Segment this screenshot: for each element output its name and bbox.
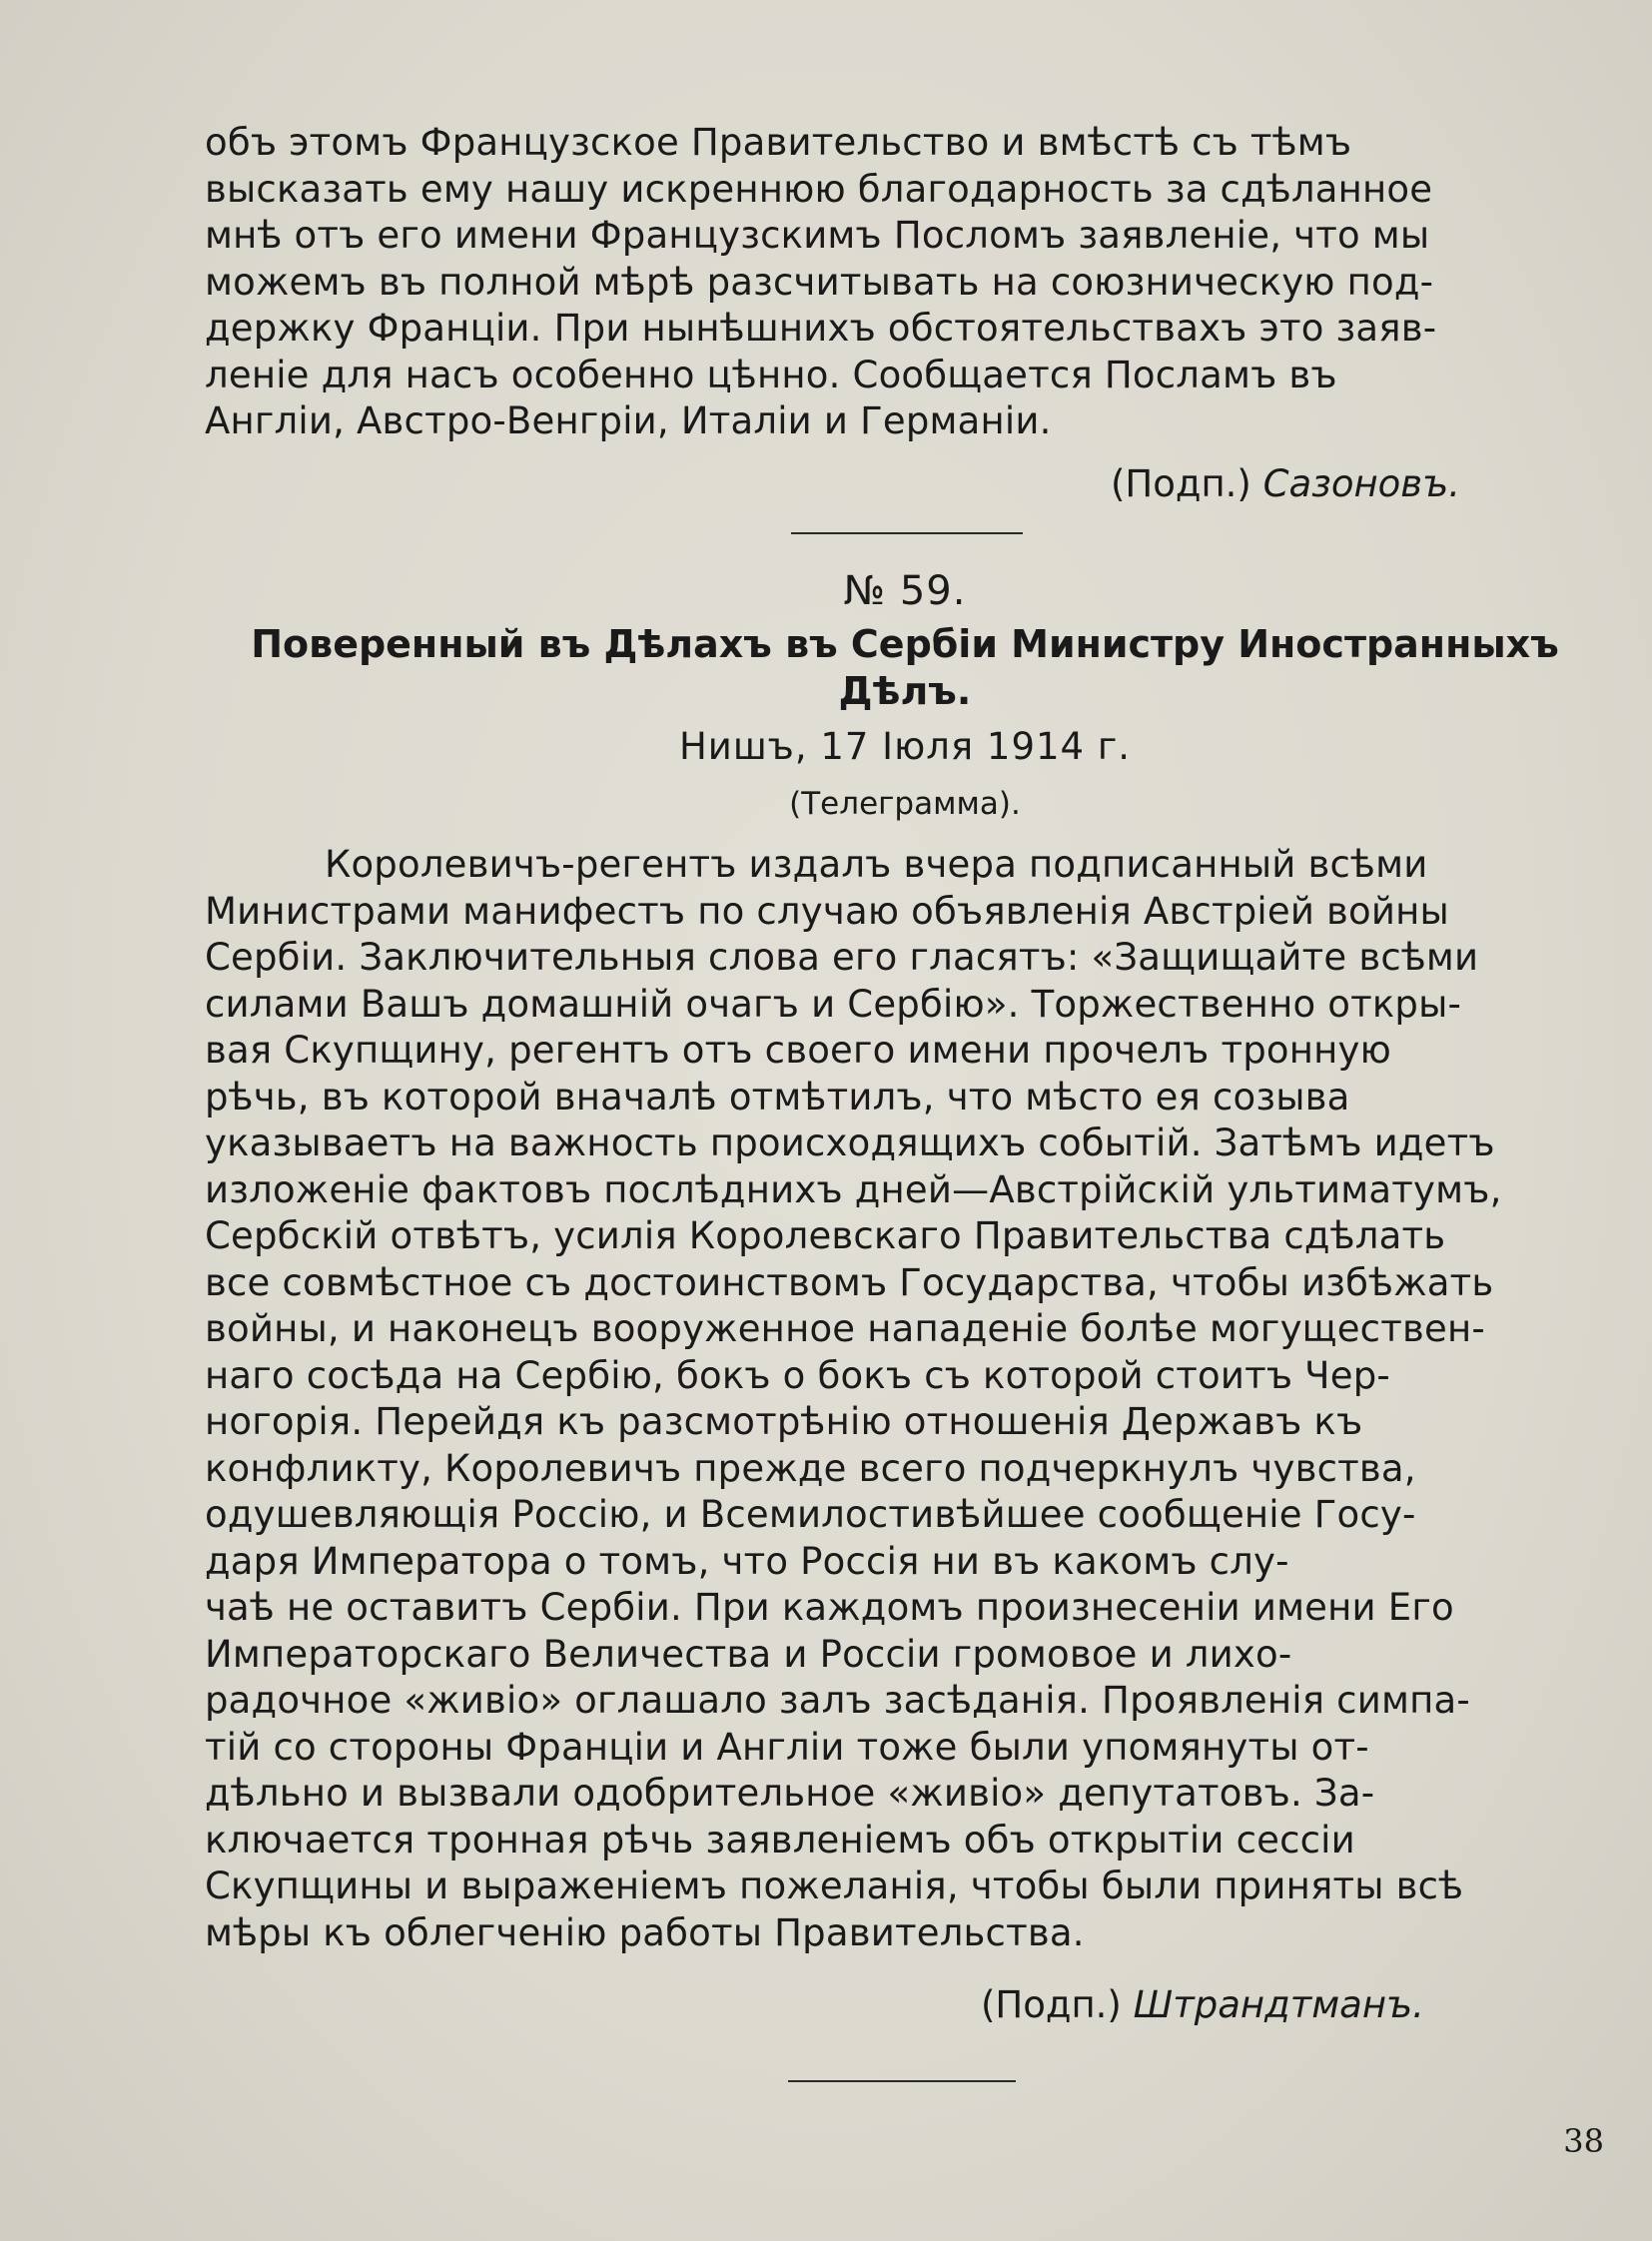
text-line: мѣры къ облегченію работы Правительства.	[205, 1910, 1085, 1954]
text-line: конфликту, Королевичъ прежде всего подчеркнулъ чувства,	[205, 1446, 1416, 1490]
document-number: № 59.	[843, 568, 967, 614]
heading-line: Поверенный въ Дѣлахъ въ Сербіи Министру Иностранныхъ	[251, 622, 1559, 666]
text-line: мнѣ отъ его имени Французскимъ Посломъ заявленіе, что мы	[205, 214, 1430, 257]
text-line: силами Вашъ домашній очагъ и Сербію». Торжественно откры-	[205, 982, 1462, 1026]
text-line: Англіи, Австро-Венгріи, Италіи и Германіи.	[205, 399, 1052, 442]
text-line: все совмѣстное съ достоинствомъ Государства, чтобы избѣжать	[205, 1260, 1494, 1304]
continuation-paragraph	[205, 120, 1605, 445]
document-body	[205, 842, 1605, 1956]
text-line: тій со стороны Франціи и Англіи тоже были упомянуты от-	[205, 1725, 1369, 1769]
text-line: Сербскій отвѣтъ, усилія Королевскаго Правительства сдѣлать	[205, 1214, 1446, 1257]
text-line: Императорскаго Величества и Россіи громовое и лихо-	[205, 1632, 1292, 1676]
signature-name: Штрандтманъ.	[1133, 1983, 1424, 2026]
text-line: даря Императора о томъ, что Россія ни въ какомъ слу-	[205, 1539, 1289, 1583]
document-place-date: Нишъ, 17 Іюля 1914 г.	[678, 725, 1132, 768]
text-line: войны, и наконецъ вооруженное нападеніе болѣе могуществен-	[205, 1307, 1485, 1350]
text-line: вая Скупщину, регентъ отъ своего имени прочелъ тронную	[205, 1029, 1391, 1072]
document-heading	[205, 621, 1605, 715]
text-line: рѣчь, въ которой вначалѣ отмѣтилъ, что мѣсто ея созыва	[205, 1075, 1350, 1119]
text-line: ключается тронная рѣчь заявленіемъ объ открытіи сессіи	[205, 1818, 1355, 1862]
text-line: изложеніе фактовъ послѣднихъ дней—Австрійскій ультиматумъ,	[205, 1167, 1502, 1211]
text-line: Скупщины и выраженіемъ пожеланія, чтобы были приняты всѣ	[205, 1865, 1464, 1907]
section-divider	[788, 2080, 1016, 2082]
page-number: 38	[1563, 2122, 1604, 2160]
heading-line: Дѣлъ.	[838, 669, 972, 713]
text-line: Министрами манифестъ по случаю объявленія Австріей войны	[205, 889, 1449, 933]
signature-name: Сазоновъ.	[1262, 462, 1460, 505]
text-line: леніе для насъ особенно цѣнно. Сообщается Посламъ въ	[205, 353, 1337, 396]
text-line: ногорія. Перейдя къ разсмотрѣнію отношенія Державъ къ	[205, 1400, 1363, 1443]
text-line: дѣльно и вызвали одобрительное «живіо» депутатовъ. За-	[205, 1772, 1375, 1815]
text-line: можемъ въ полной мѣрѣ разсчитывать на союзническую под-	[205, 260, 1434, 304]
text-line: высказать ему нашу искреннюю благодарность за сдѣланное	[205, 167, 1433, 211]
text-line: Сербіи. Заключительныя слова его гласятъ: «Защищайте всѣми	[205, 936, 1479, 979]
text-line: одушевляющія Россію, и Всемилостивѣйшее сообщеніе Госу-	[205, 1493, 1416, 1536]
text-line: радочное «живіо» оглашало залъ засѣданія. Проявленія симпа-	[205, 1679, 1470, 1722]
text-line: Королевичъ-регентъ издалъ вчера подписанный всѣми	[325, 843, 1428, 886]
continuation-signature	[1111, 461, 1460, 507]
text-line: объ этомъ Французское Правительство и вмѣстѣ съ тѣмъ	[205, 121, 1352, 164]
document-type: (Телеграмма).	[789, 786, 1021, 822]
document-signature	[981, 1982, 1424, 2028]
text-line: держку Франціи. При нынѣшнихъ обстоятельствахъ это заяв-	[205, 307, 1437, 350]
signature-prefix: (Подп.)	[981, 1983, 1122, 2026]
text-line: указываетъ на важность происходящихъ событій. Затѣмъ идетъ	[205, 1121, 1495, 1164]
text-line: наго сосѣда на Сербію, бокъ о бокъ съ которой стоитъ Чер-	[205, 1353, 1390, 1397]
signature-prefix: (Подп.)	[1111, 462, 1251, 505]
section-divider	[791, 532, 1023, 534]
text-line: чаѣ не оставитъ Сербіи. При каждомъ произнесеніи имени Его	[205, 1586, 1454, 1629]
